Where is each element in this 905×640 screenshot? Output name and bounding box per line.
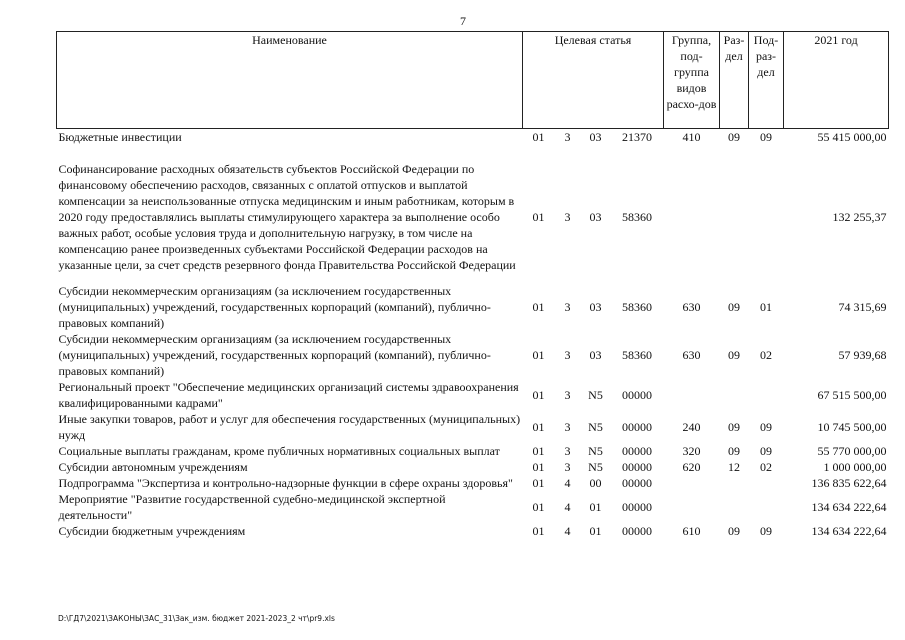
subprogram-code: 3: [564, 444, 571, 458]
section-code: 09: [728, 524, 741, 538]
program-code: 01: [532, 130, 545, 144]
row-spacer: [57, 145, 889, 161]
expense-group: [664, 379, 720, 411]
direction-code: 00000: [622, 420, 652, 434]
expense-group: 630: [682, 348, 701, 362]
subprogram-code: 4: [564, 500, 571, 514]
amount: 74 315,69: [838, 300, 887, 314]
header-target: Целевая статья: [523, 32, 664, 129]
expense-group: [664, 161, 720, 273]
table-row: [57, 379, 889, 411]
main-event-code: 01: [589, 524, 602, 538]
section-code: 09: [728, 130, 741, 144]
table-row: [57, 411, 889, 443]
expense-group: 610: [682, 524, 701, 538]
program-code: 01: [532, 524, 545, 538]
amount: 134 634 222,64: [811, 500, 887, 514]
subsection-code: 09: [760, 420, 773, 434]
header-section: Раз-дел: [720, 32, 749, 129]
expense-group: 410: [682, 130, 701, 144]
direction-code: 00000: [622, 388, 652, 402]
section-code: 09: [728, 348, 741, 362]
expense-group: 630: [682, 300, 701, 314]
header-year: 2021 год: [784, 32, 889, 129]
amount: 57 939,68: [838, 348, 887, 362]
amount: 67 515 500,00: [817, 388, 887, 402]
row-name: Субсидии некоммерческим организациям (за исключением государственных (муниципальных) учреждений, государственных корпораций (компаний), публично-правовых компаний): [58, 284, 491, 330]
header-name: Наименование: [57, 32, 523, 129]
program-code: 01: [532, 420, 545, 434]
direction-code: 58360: [622, 210, 652, 224]
header-subsection: Под-раз-дел: [749, 32, 784, 129]
table-row: [57, 491, 889, 523]
main-event-code: 03: [589, 300, 602, 314]
row-name: Региональный проект "Обеспечение медицинских организаций системы здравоохранения квалифицированными кадрами": [58, 380, 519, 410]
direction-code: 00000: [622, 460, 652, 474]
direction-code: 58360: [622, 348, 652, 362]
row-name: Субсидии бюджетным учреждениям: [58, 524, 246, 538]
section-code: [720, 491, 749, 523]
direction-code: 00000: [622, 476, 652, 490]
main-event-code: 03: [589, 348, 602, 362]
expense-group: [664, 491, 720, 523]
subsection-code: [749, 491, 784, 523]
table-row: [57, 475, 889, 491]
subprogram-code: 4: [564, 476, 571, 490]
subprogram-code: 3: [564, 210, 571, 224]
main-event-code: N5: [588, 388, 603, 402]
subsection-code: 09: [760, 444, 773, 458]
row-name: Подпрограмма "Экспертиза и контрольно-надзорные функции в сфере охраны здоровья": [58, 476, 513, 490]
section-code: 09: [728, 300, 741, 314]
expense-group: [664, 475, 720, 491]
subsection-code: 02: [760, 460, 773, 474]
table-row: [57, 129, 889, 146]
amount: 136 835 622,64: [811, 476, 887, 490]
row-name: Иные закупки товаров, работ и услуг для обеспечения государственных (муниципальных) нужд: [58, 412, 521, 442]
direction-code: 00000: [622, 444, 652, 458]
section-code: [720, 161, 749, 273]
table-row: [57, 283, 889, 331]
amount: 1 000 000,00: [823, 460, 887, 474]
expense-group: 240: [682, 420, 701, 434]
subprogram-code: 3: [564, 130, 571, 144]
subsection-code: 09: [760, 524, 773, 538]
budget-table: [56, 31, 889, 539]
page-number: 7: [460, 14, 466, 28]
subsection-code: [749, 475, 784, 491]
table-row: [57, 443, 889, 459]
subprogram-code: 3: [564, 300, 571, 314]
table-body: [57, 129, 889, 540]
main-event-code: 03: [589, 130, 602, 144]
table-row: [57, 161, 889, 273]
main-event-code: N5: [588, 460, 603, 474]
program-code: 01: [532, 476, 545, 490]
section-code: 12: [728, 460, 741, 474]
direction-code: 58360: [622, 300, 652, 314]
section-code: [720, 379, 749, 411]
subsection-code: [749, 379, 784, 411]
amount: 55 415 000,00: [817, 130, 887, 144]
main-event-code: N5: [588, 420, 603, 434]
subsection-code: 02: [760, 348, 773, 362]
subprogram-code: 4: [564, 524, 571, 538]
subprogram-code: 3: [564, 420, 571, 434]
program-code: 01: [532, 348, 545, 362]
direction-code: 00000: [622, 500, 652, 514]
program-code: 01: [532, 460, 545, 474]
amount: 132 255,37: [832, 210, 887, 224]
subprogram-code: 3: [564, 460, 571, 474]
row-name: Социальные выплаты гражданам, кроме публичных нормативных социальных выплат: [58, 444, 500, 458]
section-code: 09: [728, 420, 741, 434]
subsection-code: [749, 161, 784, 273]
subprogram-code: 3: [564, 388, 571, 402]
row-name: Субсидии некоммерческим организациям (за исключением государственных (муниципальных) учреждений, государственных корпораций (компаний), публично-правовых компаний): [58, 332, 491, 378]
row-name: Софинансирование расходных обязательств субъектов Российской Федерации по финансовому обеспечению расходов, связанных с оплатой отпусков и выплатой компенсации за неиспользованные отпуска медицинским и иным работникам, которым в 2020 году предоставлялись выплаты стимулирующего характера за выполнение особо важных работ, особые условия труда и дополнительную нагрузку, в том числе на компенсацию ранее произведенных субъектами Российской Федерации расходов на указанные цели, за счет средств резервного фонда Правительства Российской Федерации: [58, 162, 516, 272]
main-event-code: N5: [588, 444, 603, 458]
table-row: [57, 523, 889, 539]
subsection-code: 09: [760, 130, 773, 144]
subprogram-code: 3: [564, 348, 571, 362]
direction-code: 00000: [622, 524, 652, 538]
main-event-code: 03: [589, 210, 602, 224]
main-event-code: 01: [589, 500, 602, 514]
table-header: [57, 32, 889, 129]
header-group: Группа, под-группа видов расхо-дов: [664, 32, 720, 129]
row-name: Мероприятие "Развитие государственной судебно-медицинской экспертной деятельности": [58, 492, 446, 522]
section-code: 09: [728, 444, 741, 458]
main-event-code: 00: [589, 476, 602, 490]
program-code: 01: [532, 388, 545, 402]
expense-group: 620: [682, 460, 701, 474]
direction-code: 21370: [622, 130, 652, 144]
amount: 55 770 000,00: [817, 444, 887, 458]
program-code: 01: [532, 300, 545, 314]
row-name: Бюджетные инвестиции: [58, 130, 182, 144]
row-name: Субсидии автономным учреждениям: [58, 460, 248, 474]
table-row: [57, 331, 889, 379]
amount: 134 634 222,64: [811, 524, 887, 538]
row-spacer: [57, 273, 889, 283]
subsection-code: 01: [760, 300, 773, 314]
section-code: [720, 475, 749, 491]
expense-group: 320: [682, 444, 701, 458]
program-code: 01: [532, 500, 545, 514]
table-row: [57, 459, 889, 475]
program-code: 01: [532, 210, 545, 224]
footer-file-path: D:\ГД7\2021\ЗАКОНЫ\ЗАС_31\Зак_изм. бюджет 2021-2023_2 чт\pr9.xls: [58, 614, 335, 623]
amount: 10 745 500,00: [817, 420, 887, 434]
program-code: 01: [532, 444, 545, 458]
